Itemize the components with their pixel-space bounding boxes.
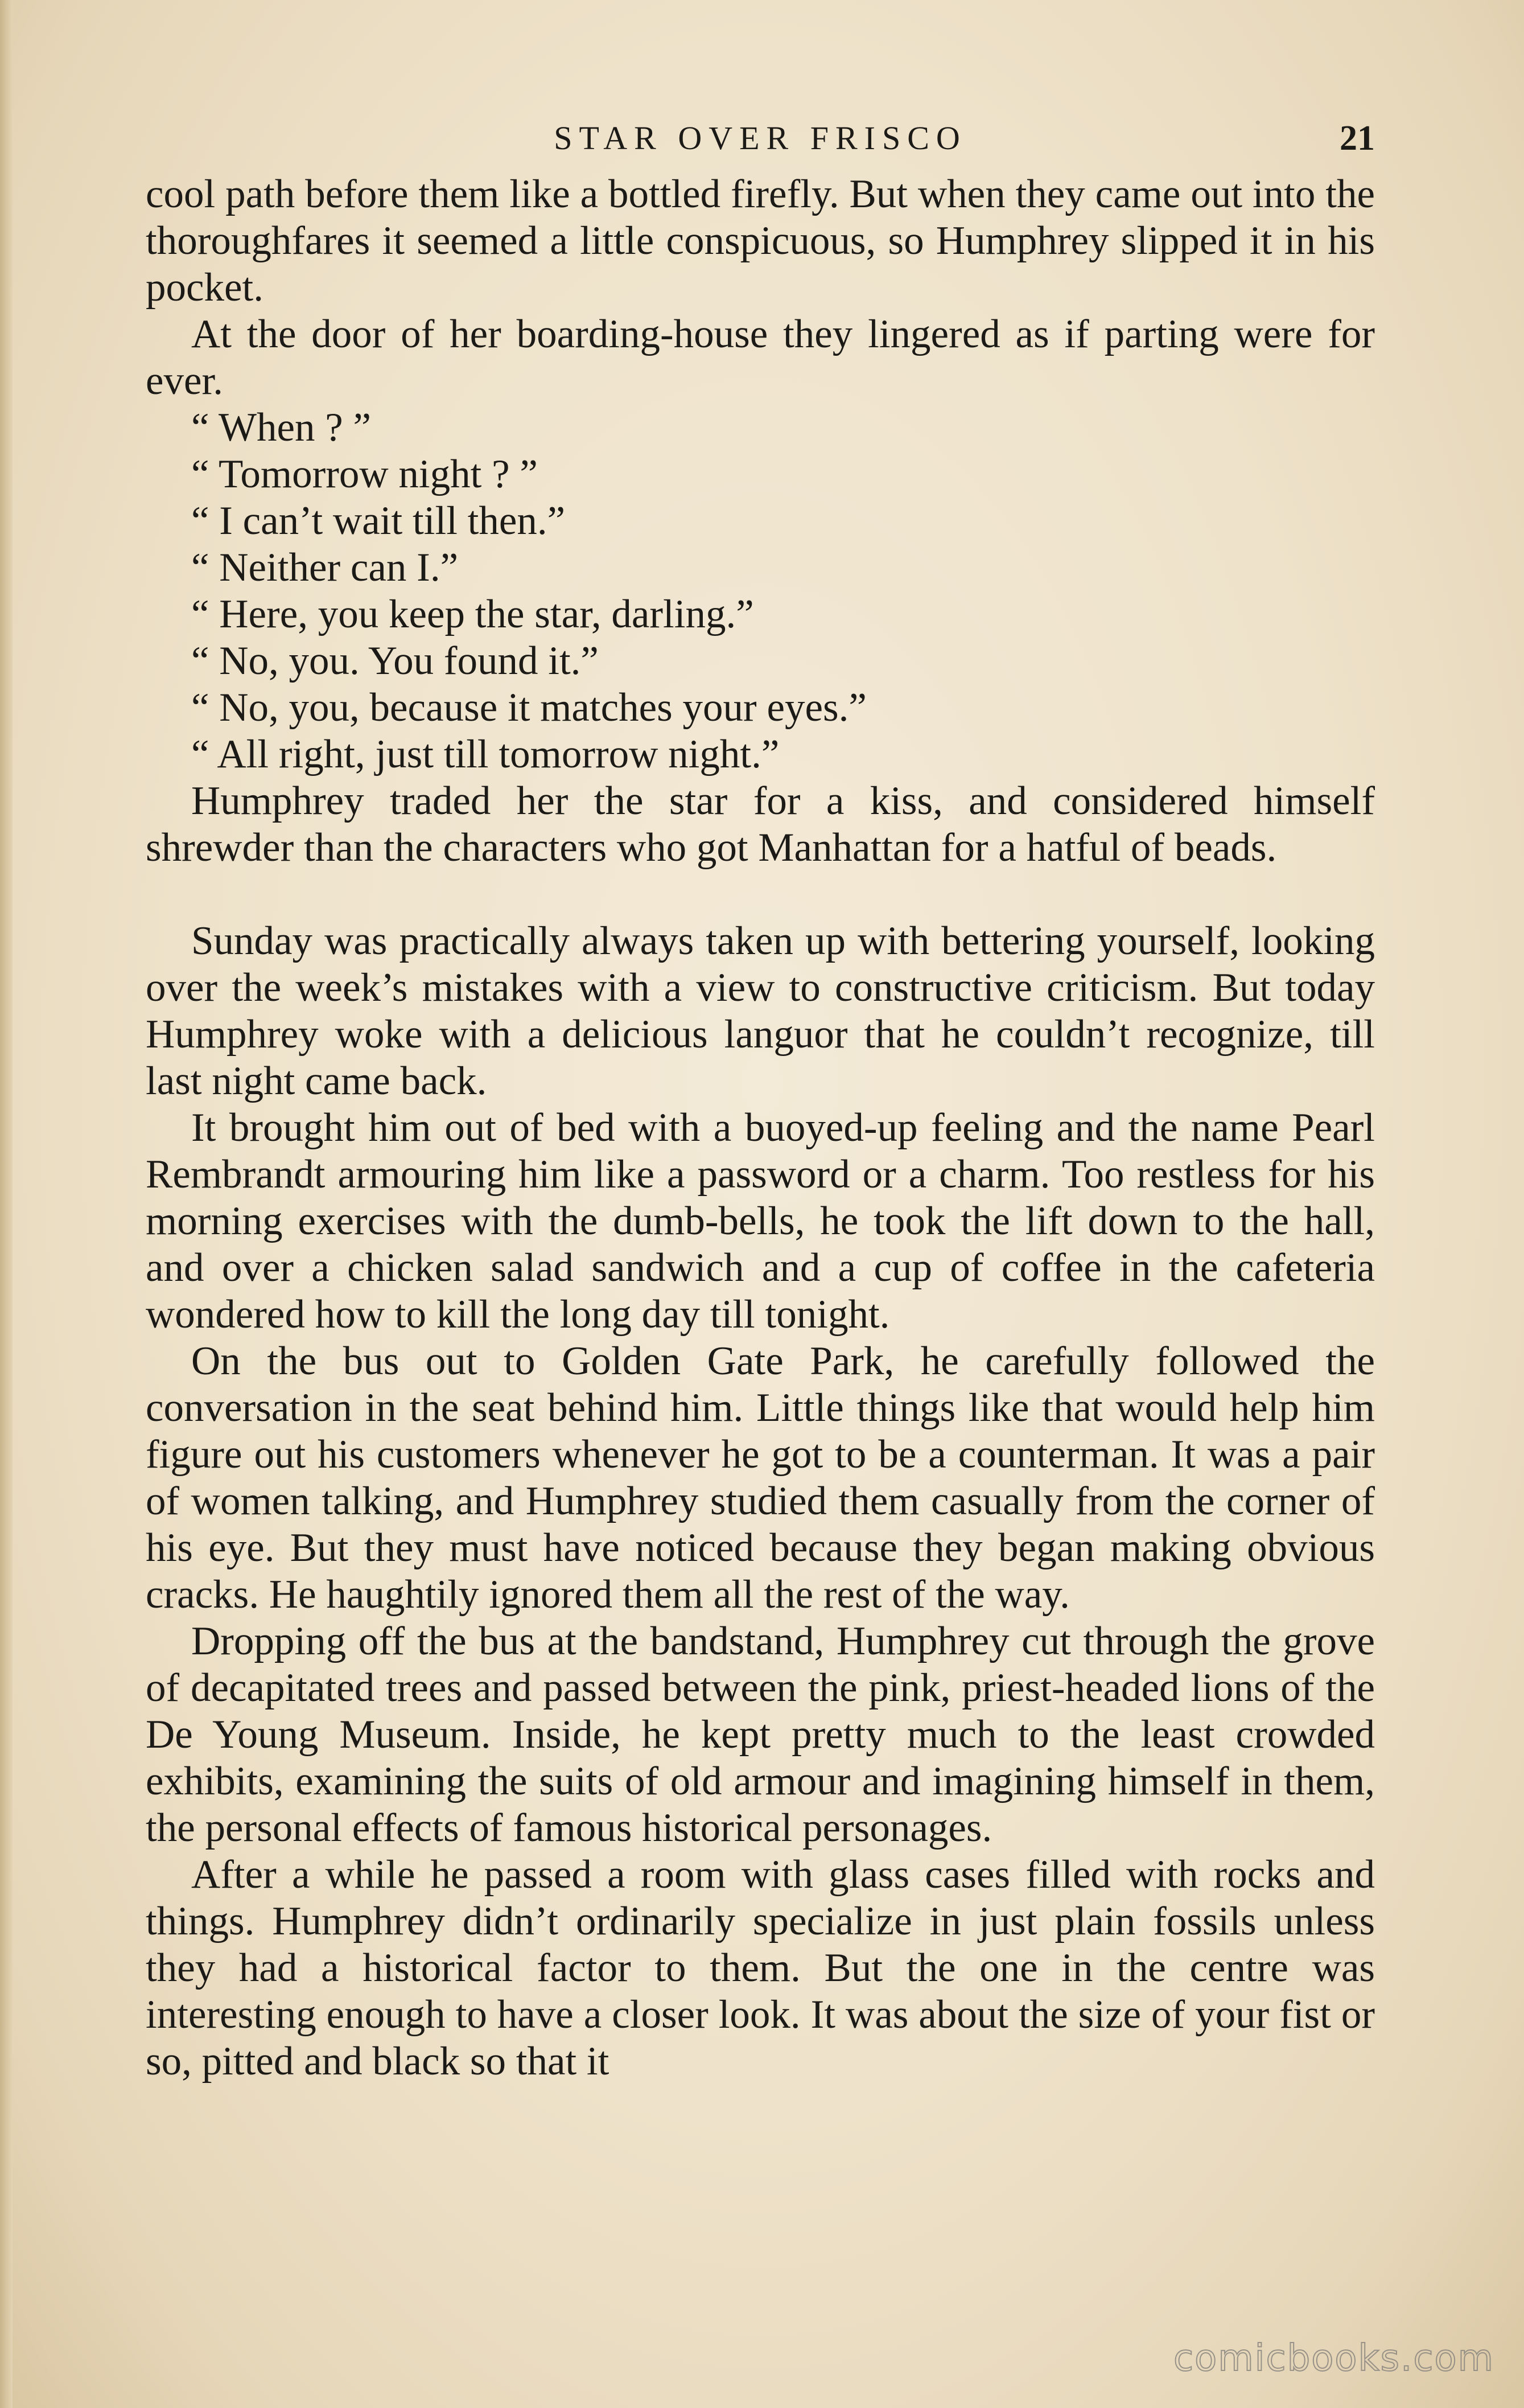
running-title: STAR OVER FRISCO bbox=[554, 120, 967, 157]
paragraph: cool path before them like a bottled firefly. But when they came out into the thoroughfares it seemed a little conspicuous, so Humphrey slipped it in his pocket. bbox=[146, 172, 1375, 310]
page-header bbox=[146, 113, 1375, 164]
body-text bbox=[146, 171, 1375, 2085]
paragraph: Sunday was practically always taken up with bettering yourself, looking over the week’s mistakes with a view to constructive criticism. But today Humphrey woke with a delicious languor that he couldn’t recognize, till last night came back. bbox=[146, 919, 1375, 1103]
paragraph: After a while he passed a room with glass cases filled with rocks and things. Humphrey didn’t ordinarily specialize in just plain fossils unless they had a historical factor to them. But the one in the centre was interesting enough to have a closer look. It was about the size of your fist or so, pitted and black so that it bbox=[146, 1852, 1375, 2084]
dialogue-line: “ When ? ” bbox=[191, 405, 372, 450]
page-number: 21 bbox=[1340, 119, 1375, 158]
paragraph: Dropping off the bus at the bandstand, Humphrey cut through the grove of decapitated trees and passed between the pink, priest-headed lions of the De Young Museum. Inside, he kept pretty much to the least crowded exhibits, examining the suits of old armour and imagining himself in them, the personal effects of famous historical personages. bbox=[146, 1619, 1375, 1850]
paragraph: Humphrey traded her the star for a kiss, and considered himself shrewder than the characters who got Manhattan for a hatful of beads. bbox=[146, 779, 1375, 870]
dialogue-line: “ Here, you keep the star, darling.” bbox=[191, 592, 754, 636]
paragraph: At the door of her boarding-house they lingered as if parting were for ever. bbox=[146, 312, 1375, 403]
dialogue-line: “ Neither can I.” bbox=[191, 545, 459, 590]
dialogue-line: “ I can’t wait till then.” bbox=[191, 499, 566, 543]
paragraph: On the bus out to Golden Gate Park, he carefully followed the conversation in the seat behind him. Little things like that would help him figure out his customers whenever he got to be a counterman. It was a pair of women talking, and Humphrey studied them casually from the corner of his eye. But they must have noticed because they began making obvious cracks. He haughtily ignored them all the rest of the way. bbox=[146, 1339, 1375, 1617]
dialogue-line: “ Tomorrow night ? ” bbox=[191, 452, 538, 496]
dialogue-line: “ All right, just till tomorrow night.” bbox=[191, 732, 780, 776]
watermark: comicbooks.com bbox=[1173, 2337, 1494, 2380]
dialogue-line: “ No, you. You found it.” bbox=[191, 639, 599, 683]
dialogue-line: “ No, you, because it matches your eyes.” bbox=[191, 685, 867, 730]
paragraph: It brought him out of bed with a buoyed-up feeling and the name Pearl Rembrandt armouring him like a password or a charm. Too restless for his morning exercises with the dumb-bells, he took the lift down to the hall, and over a chicken salad sandwich and a cup of coffee in the cafeteria wondered how to kill the long day till tonight. bbox=[146, 1106, 1375, 1337]
page-edge-shadow bbox=[0, 0, 13, 2408]
